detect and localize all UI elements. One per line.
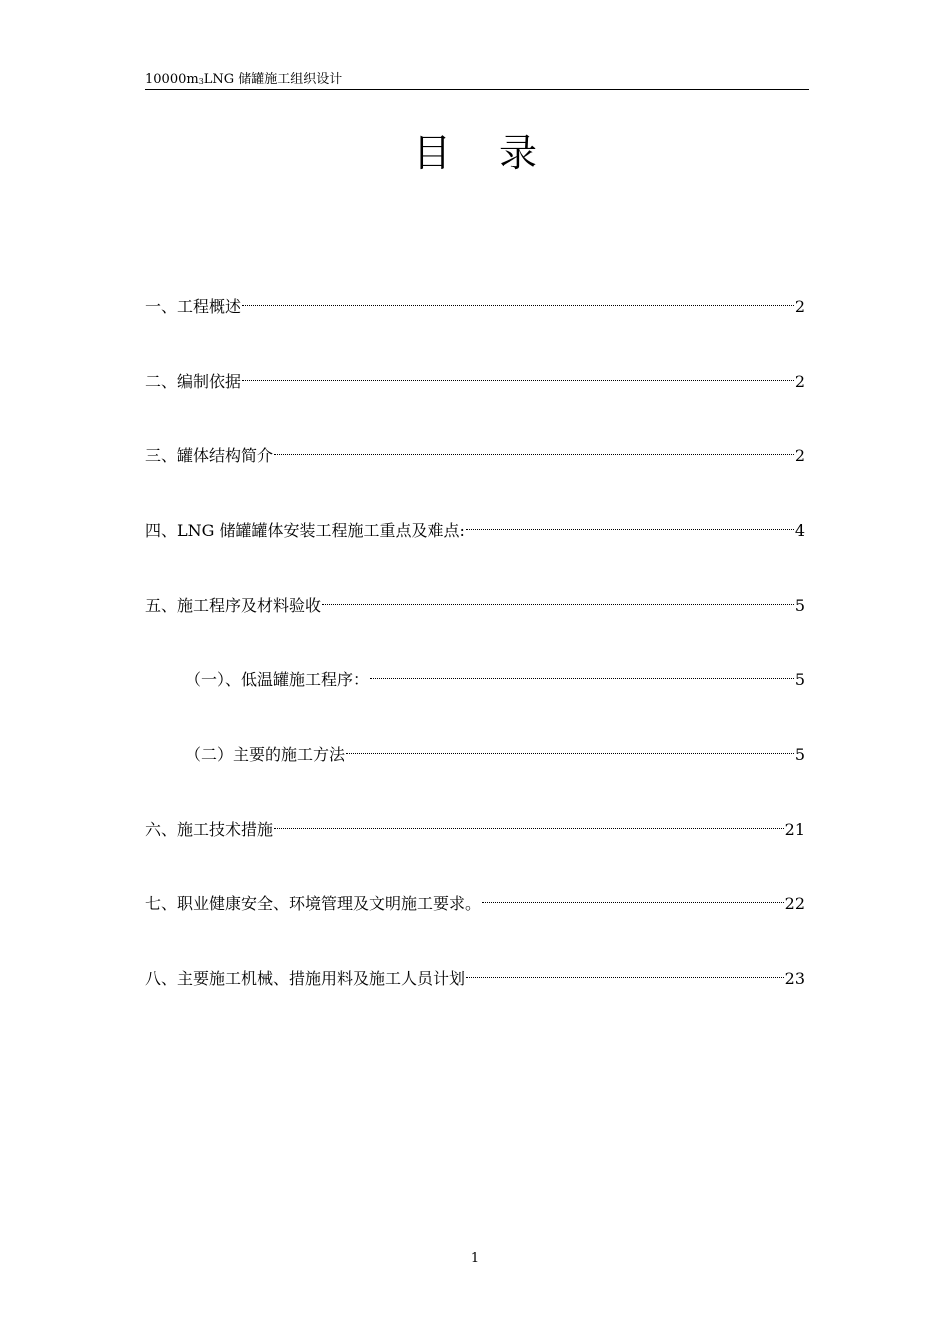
toc-entry-page: 2 (794, 372, 805, 391)
toc-entry-page: 23 (784, 969, 805, 988)
toc-entry-5[interactable] (145, 587, 805, 615)
toc-entry-7[interactable] (145, 885, 805, 913)
toc-entry-5-1[interactable] (185, 661, 805, 689)
toc-entry-page: 4 (794, 521, 805, 540)
toc-entry-3[interactable] (145, 437, 805, 465)
toc-entry-label: 一、工程概述 (145, 297, 242, 316)
toc-entry-page: 2 (794, 297, 805, 316)
toc-entry-4[interactable] (145, 512, 805, 540)
toc-entry-page: 2 (794, 446, 805, 465)
toc-entry-1[interactable] (145, 288, 805, 316)
document-title: 目录 (412, 131, 585, 175)
toc-entry-page: 5 (794, 670, 805, 689)
toc-leader-dots (274, 437, 794, 461)
toc-entry-label: （二）主要的施工方法 (185, 745, 346, 764)
toc-leader-dots (242, 288, 794, 312)
toc-leader-dots (274, 811, 784, 835)
toc-leader-dots (482, 885, 784, 909)
toc-entry-page: 5 (794, 596, 805, 615)
toc-leader-dots (346, 736, 794, 760)
header-suffix: LNG 储罐施工组织设计 (203, 72, 343, 87)
toc-entry-page: 22 (784, 894, 805, 913)
toc-leader-dots (370, 661, 794, 685)
page-number: 1 (470, 1251, 480, 1266)
toc-entry-label: 七、职业健康安全、环境管理及文明施工要求。 (145, 894, 482, 913)
toc-leader-dots (242, 363, 794, 387)
toc-entry-label: 四、LNG 储罐罐体安装工程施工重点及难点: (145, 521, 465, 540)
toc-entry-label: 三、罐体结构简介 (145, 446, 274, 465)
toc-entry-5-2[interactable] (185, 736, 805, 764)
toc-leader-dots (466, 960, 784, 984)
toc-entry-label: （一）、低温罐施工程序： (185, 670, 370, 689)
toc-entry-page: 21 (784, 820, 805, 839)
header-prefix: 10000m (145, 72, 199, 87)
toc-entry-label: 二、编制依据 (145, 372, 242, 391)
toc-entry-2[interactable] (145, 363, 805, 391)
toc-entry-page: 5 (794, 745, 805, 764)
toc-leader-dots (466, 512, 794, 536)
toc-entry-label: 五、施工程序及材料验收 (145, 596, 322, 615)
header-superscript: 3 (198, 77, 204, 86)
toc-entry-label: 八、主要施工机械、措施用料及施工人员计划 (145, 969, 466, 988)
toc-entry-8[interactable] (145, 960, 805, 988)
toc-leader-dots (322, 587, 794, 611)
toc-entry-6[interactable] (145, 811, 805, 839)
toc-entry-label: 六、施工技术措施 (145, 820, 274, 839)
